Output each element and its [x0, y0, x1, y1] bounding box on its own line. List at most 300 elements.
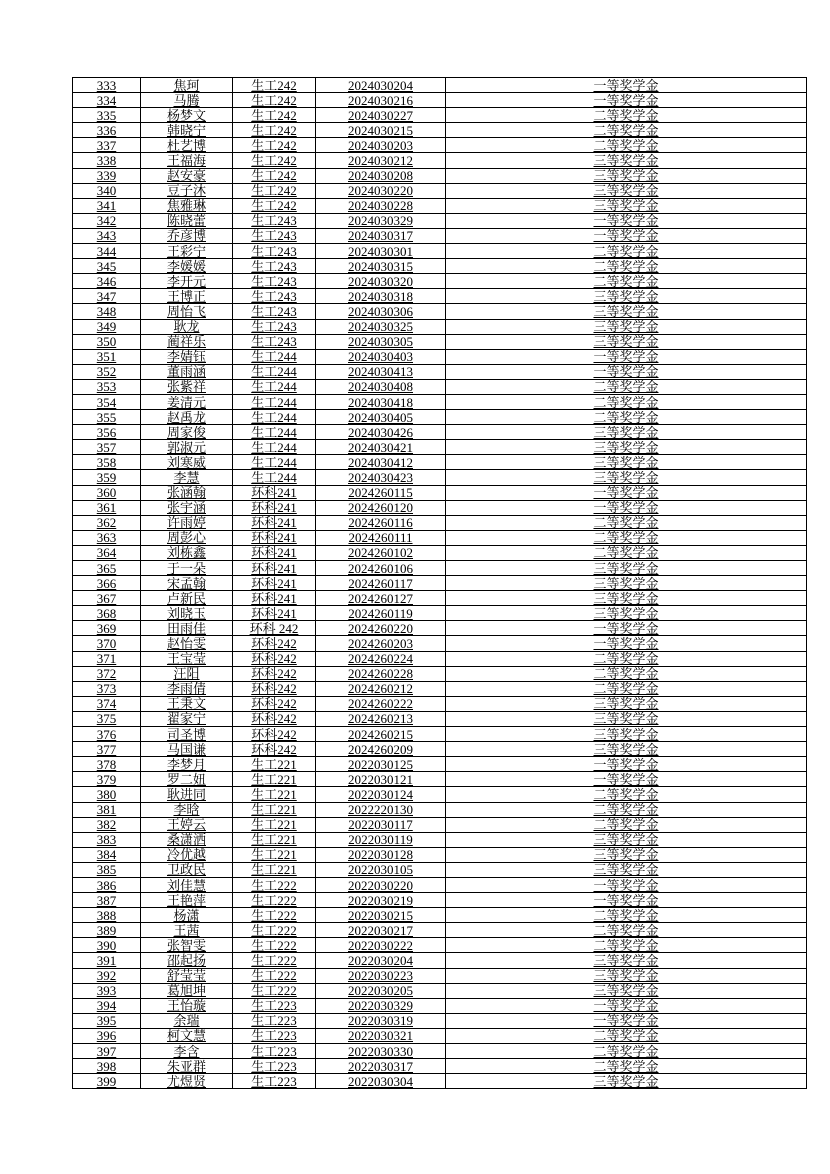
award-cell — [446, 93, 807, 108]
award-cell — [446, 742, 807, 757]
table-row — [73, 153, 807, 168]
award-cell — [446, 108, 807, 123]
student-name-text: 宋孟翰 — [166, 575, 206, 591]
award-cell — [446, 274, 807, 289]
table-row — [73, 1059, 807, 1074]
row-number-text: 337 — [96, 137, 117, 153]
student-id-text: 2024030329 — [348, 213, 413, 229]
table-row — [73, 666, 807, 681]
award-text: 一等奖学金 — [593, 756, 659, 772]
student-name-text: 李媛媛 — [166, 258, 206, 274]
class-cell — [233, 470, 316, 485]
row-number-text: 336 — [96, 122, 117, 138]
row-number-text: 349 — [96, 319, 117, 335]
student-name-text: 赵怡雯 — [166, 636, 206, 652]
student-id-text: 2022030121 — [348, 771, 413, 787]
award-text: 一等奖学金 — [593, 500, 659, 516]
student-id-text: 2022030220 — [348, 877, 413, 893]
class-cell — [233, 757, 316, 772]
student-id-text: 2024030421 — [348, 439, 413, 455]
student-name-cell — [141, 500, 233, 515]
class-text: 生工243 — [251, 334, 297, 350]
award-text: 三等奖学金 — [593, 560, 659, 576]
student-id-cell — [316, 606, 446, 621]
student-id-text: 2022030319 — [348, 1013, 413, 1029]
award-text: 二等奖学金 — [593, 379, 659, 395]
student-id-cell — [316, 877, 446, 892]
student-name-text: 耿龙 — [173, 319, 200, 335]
student-id-cell — [316, 440, 446, 455]
award-cell — [446, 410, 807, 425]
class-text: 生工222 — [251, 937, 297, 953]
student-name-text: 刘佳慧 — [166, 877, 206, 893]
student-id-text: 2024030227 — [348, 107, 413, 123]
class-cell — [233, 138, 316, 153]
class-text: 生工242 — [251, 77, 297, 93]
class-text: 生工221 — [251, 756, 297, 772]
table-row — [73, 817, 807, 832]
table-row — [73, 877, 807, 892]
table-row — [73, 259, 807, 274]
row-number-cell — [73, 304, 141, 319]
table-row — [73, 485, 807, 500]
row-number-cell — [73, 666, 141, 681]
student-id-cell — [316, 425, 446, 440]
award-text: 三等奖学金 — [593, 968, 659, 984]
student-id-cell — [316, 817, 446, 832]
class-text: 生工221 — [251, 832, 297, 848]
award-text: 三等奖学金 — [593, 952, 659, 968]
class-text: 生工223 — [251, 1013, 297, 1029]
class-text: 生工244 — [251, 379, 297, 395]
student-name-text: 陈晓蕾 — [166, 213, 206, 229]
student-name-text: 许雨婷 — [166, 515, 206, 531]
class-cell — [233, 78, 316, 93]
class-text: 环科241 — [251, 485, 297, 501]
row-number-cell — [73, 379, 141, 394]
row-number-text: 361 — [96, 500, 117, 516]
class-text: 环科242 — [251, 741, 297, 757]
row-number-text: 348 — [96, 303, 117, 319]
row-number-cell — [73, 228, 141, 243]
student-name-text: 尤煜贤 — [166, 1073, 206, 1089]
student-name-cell — [141, 410, 233, 425]
class-cell — [233, 485, 316, 500]
class-cell — [233, 228, 316, 243]
student-name-text: 王宝莹 — [166, 651, 206, 667]
class-cell — [233, 727, 316, 742]
table-row — [73, 108, 807, 123]
student-name-cell — [141, 1028, 233, 1043]
class-cell — [233, 1028, 316, 1043]
student-id-text: 2024030306 — [348, 303, 413, 319]
student-name-text: 豆子沐 — [166, 183, 206, 199]
student-name-cell — [141, 228, 233, 243]
student-name-cell — [141, 78, 233, 93]
student-id-cell — [316, 727, 446, 742]
student-id-cell — [316, 636, 446, 651]
award-cell — [446, 953, 807, 968]
row-number-cell — [73, 319, 141, 334]
row-number-cell — [73, 168, 141, 183]
table-row — [73, 711, 807, 726]
class-cell — [233, 93, 316, 108]
student-name-text: 耿进同 — [166, 786, 206, 802]
row-number-text: 333 — [96, 77, 117, 93]
table-row — [73, 394, 807, 409]
award-cell — [446, 153, 807, 168]
table-row — [73, 576, 807, 591]
scholarship-table — [72, 77, 807, 1089]
award-cell — [446, 636, 807, 651]
row-number-cell — [73, 440, 141, 455]
award-text: 二等奖学金 — [593, 651, 659, 667]
row-number-text: 389 — [96, 922, 117, 938]
row-number-text: 385 — [96, 862, 117, 878]
class-cell — [233, 410, 316, 425]
student-name-text: 韩晓宁 — [166, 122, 206, 138]
student-name-cell — [141, 1059, 233, 1074]
award-text: 三等奖学金 — [593, 168, 659, 184]
class-cell — [233, 621, 316, 636]
student-id-text: 2022030222 — [348, 937, 413, 953]
student-id-text: 2024030315 — [348, 258, 413, 274]
student-id-cell — [316, 470, 446, 485]
student-name-text: 焦珂 — [173, 77, 200, 93]
class-text: 生工222 — [251, 968, 297, 984]
student-id-text: 2022030223 — [348, 968, 413, 984]
row-number-text: 350 — [96, 334, 117, 350]
student-name-cell — [141, 364, 233, 379]
class-text: 环科242 — [251, 681, 297, 697]
student-name-text: 焦雅琳 — [166, 198, 206, 214]
student-name-text: 王福海 — [166, 153, 206, 169]
class-text: 生工244 — [251, 439, 297, 455]
award-text: 二等奖学金 — [593, 137, 659, 153]
row-number-text: 352 — [96, 364, 117, 380]
row-number-cell — [73, 274, 141, 289]
student-name-cell — [141, 545, 233, 560]
table-row — [73, 938, 807, 953]
student-id-cell — [316, 213, 446, 228]
row-number-cell — [73, 545, 141, 560]
table-row — [73, 787, 807, 802]
student-id-text: 2024260120 — [348, 500, 413, 516]
student-name-text: 刘栋鑫 — [166, 545, 206, 561]
student-name-cell — [141, 289, 233, 304]
row-number-cell — [73, 244, 141, 259]
class-cell — [233, 681, 316, 696]
row-number-text: 387 — [96, 892, 117, 908]
table-row — [73, 1028, 807, 1043]
student-id-cell — [316, 259, 446, 274]
table-row — [73, 545, 807, 560]
class-text: 环科241 — [251, 515, 297, 531]
row-number-text: 390 — [96, 937, 117, 953]
row-number-cell — [73, 153, 141, 168]
row-number-cell — [73, 893, 141, 908]
row-number-text: 365 — [96, 560, 117, 576]
student-id-cell — [316, 938, 446, 953]
student-id-text: 2024260224 — [348, 651, 413, 667]
award-text: 三等奖学金 — [593, 726, 659, 742]
student-name-text: 邵起扬 — [166, 952, 206, 968]
row-number-text: 354 — [96, 394, 117, 410]
award-cell — [446, 938, 807, 953]
class-text: 生工221 — [251, 786, 297, 802]
award-text: 三等奖学金 — [593, 832, 659, 848]
student-name-cell — [141, 394, 233, 409]
student-id-text: 2024030301 — [348, 243, 413, 259]
row-number-text: 395 — [96, 1013, 117, 1029]
student-id-cell — [316, 123, 446, 138]
class-text: 环科241 — [251, 545, 297, 561]
award-text: 三等奖学金 — [593, 288, 659, 304]
class-text: 环科242 — [251, 726, 297, 742]
student-id-cell — [316, 530, 446, 545]
student-id-cell — [316, 379, 446, 394]
class-cell — [233, 545, 316, 560]
student-id-text: 2024260127 — [348, 590, 413, 606]
class-cell — [233, 953, 316, 968]
table-row — [73, 1044, 807, 1059]
student-name-cell — [141, 666, 233, 681]
row-number-text: 372 — [96, 666, 117, 682]
class-text: 生工244 — [251, 394, 297, 410]
student-id-text: 2024260111 — [348, 530, 413, 546]
row-number-text: 357 — [96, 439, 117, 455]
student-name-cell — [141, 847, 233, 862]
class-text: 生工223 — [251, 998, 297, 1014]
student-name-cell — [141, 530, 233, 545]
student-name-text: 王茜 — [173, 922, 200, 938]
award-text: 三等奖学金 — [593, 575, 659, 591]
class-text: 环科241 — [251, 500, 297, 516]
student-id-text: 2022030304 — [348, 1073, 413, 1089]
row-number-text: 359 — [96, 469, 117, 485]
class-cell — [233, 364, 316, 379]
table-row — [73, 470, 807, 485]
award-cell — [446, 832, 807, 847]
class-cell — [233, 606, 316, 621]
award-text: 三等奖学金 — [593, 862, 659, 878]
award-text: 三等奖学金 — [593, 469, 659, 485]
student-id-cell — [316, 500, 446, 515]
row-number-text: 339 — [96, 168, 117, 184]
row-number-text: 377 — [96, 741, 117, 757]
student-name-text: 舒莹莹 — [166, 968, 206, 984]
award-text: 二等奖学金 — [593, 681, 659, 697]
row-number-cell — [73, 425, 141, 440]
table-row — [73, 621, 807, 636]
student-name-text: 王彩宁 — [166, 243, 206, 259]
student-id-cell — [316, 576, 446, 591]
student-id-text: 2024030220 — [348, 183, 413, 199]
student-name-text: 张紫祥 — [166, 379, 206, 395]
student-id-cell — [316, 968, 446, 983]
row-number-cell — [73, 259, 141, 274]
table-row — [73, 908, 807, 923]
student-id-text: 2024030215 — [348, 122, 413, 138]
award-cell — [446, 908, 807, 923]
student-name-text: 马国谦 — [166, 741, 206, 757]
student-name-cell — [141, 1013, 233, 1028]
student-id-cell — [316, 591, 446, 606]
class-cell — [233, 440, 316, 455]
student-name-text: 郭淑元 — [166, 439, 206, 455]
award-text: 二等奖学金 — [593, 273, 659, 289]
award-cell — [446, 259, 807, 274]
student-id-text: 2024260115 — [348, 485, 413, 501]
student-id-text: 2022030219 — [348, 892, 413, 908]
row-number-cell — [73, 772, 141, 787]
student-id-cell — [316, 742, 446, 757]
student-name-text: 李梦月 — [166, 756, 206, 772]
student-id-cell — [316, 1074, 446, 1089]
award-cell — [446, 893, 807, 908]
table-row — [73, 319, 807, 334]
student-id-text: 2024260209 — [348, 741, 413, 757]
student-name-cell — [141, 757, 233, 772]
student-name-text: 刘寒威 — [166, 454, 206, 470]
table-row — [73, 742, 807, 757]
row-number-cell — [73, 213, 141, 228]
award-text: 二等奖学金 — [593, 515, 659, 531]
class-text: 生工242 — [251, 168, 297, 184]
row-number-text: 380 — [96, 786, 117, 802]
award-text: 二等奖学金 — [593, 922, 659, 938]
award-cell — [446, 681, 807, 696]
award-cell — [446, 998, 807, 1013]
student-name-cell — [141, 213, 233, 228]
student-name-text: 李开元 — [166, 273, 206, 289]
class-text: 生工223 — [251, 1073, 297, 1089]
student-id-cell — [316, 998, 446, 1013]
student-id-cell — [316, 410, 446, 425]
class-text: 生工223 — [251, 1058, 297, 1074]
table-row — [73, 289, 807, 304]
student-id-text: 2022030128 — [348, 847, 413, 863]
student-id-cell — [316, 319, 446, 334]
student-id-text: 2024260213 — [348, 711, 413, 727]
award-cell — [446, 877, 807, 892]
award-text: 一等奖学金 — [593, 228, 659, 244]
student-id-cell — [316, 893, 446, 908]
award-cell — [446, 500, 807, 515]
student-name-text: 柯文慧 — [166, 1028, 206, 1044]
award-cell — [446, 1013, 807, 1028]
table-row — [73, 983, 807, 998]
class-text: 生工244 — [251, 349, 297, 365]
award-cell — [446, 1059, 807, 1074]
row-number-text: 367 — [96, 590, 117, 606]
student-name-cell — [141, 968, 233, 983]
student-name-cell — [141, 561, 233, 576]
class-cell — [233, 1013, 316, 1028]
row-number-text: 376 — [96, 726, 117, 742]
table-row — [73, 93, 807, 108]
award-text: 一等奖学金 — [593, 877, 659, 893]
student-id-cell — [316, 666, 446, 681]
row-number-text: 375 — [96, 711, 117, 727]
student-name-cell — [141, 908, 233, 923]
table-row — [73, 998, 807, 1013]
row-number-cell — [73, 621, 141, 636]
class-text: 生工222 — [251, 892, 297, 908]
award-text: 二等奖学金 — [593, 1058, 659, 1074]
student-name-text: 李婧钰 — [166, 349, 206, 365]
student-name-text: 卫政民 — [166, 862, 206, 878]
row-number-text: 345 — [96, 258, 117, 274]
row-number-cell — [73, 394, 141, 409]
class-cell — [233, 938, 316, 953]
row-number-text: 369 — [96, 620, 117, 636]
class-cell — [233, 289, 316, 304]
student-name-cell — [141, 727, 233, 742]
table-row — [73, 334, 807, 349]
row-number-cell — [73, 123, 141, 138]
award-text: 二等奖学金 — [593, 802, 659, 818]
student-id-cell — [316, 364, 446, 379]
student-id-text: 2024260222 — [348, 696, 413, 712]
student-id-cell — [316, 108, 446, 123]
student-name-cell — [141, 485, 233, 500]
award-cell — [446, 138, 807, 153]
table-row — [73, 606, 807, 621]
row-number-text: 383 — [96, 832, 117, 848]
award-text: 三等奖学金 — [593, 847, 659, 863]
class-cell — [233, 515, 316, 530]
table-row — [73, 304, 807, 319]
row-number-cell — [73, 681, 141, 696]
student-name-cell — [141, 998, 233, 1013]
award-text: 二等奖学金 — [593, 937, 659, 953]
student-name-cell — [141, 198, 233, 213]
student-name-text: 董雨涵 — [166, 364, 206, 380]
class-cell — [233, 108, 316, 123]
row-number-cell — [73, 711, 141, 726]
student-name-text: 王艳萍 — [166, 892, 206, 908]
award-cell — [446, 711, 807, 726]
table-row — [73, 228, 807, 243]
student-name-cell — [141, 787, 233, 802]
student-id-text: 2022030124 — [348, 786, 413, 802]
student-id-cell — [316, 334, 446, 349]
student-name-text: 朱亚群 — [166, 1058, 206, 1074]
award-cell — [446, 923, 807, 938]
student-name-text: 卢新民 — [166, 590, 206, 606]
student-name-cell — [141, 123, 233, 138]
student-name-text: 余瑞 — [173, 1013, 200, 1029]
award-text: 三等奖学金 — [593, 590, 659, 606]
row-number-text: 366 — [96, 575, 117, 591]
student-id-text: 2022220130 — [348, 802, 413, 818]
class-text: 生工221 — [251, 862, 297, 878]
student-name-text: 罗二妞 — [166, 771, 206, 787]
row-number-text: 396 — [96, 1028, 117, 1044]
student-id-cell — [316, 244, 446, 259]
student-name-text: 蔺祥乐 — [166, 334, 206, 350]
class-cell — [233, 1059, 316, 1074]
class-text: 生工223 — [251, 1043, 297, 1059]
table-row — [73, 1074, 807, 1089]
row-number-cell — [73, 862, 141, 877]
student-id-cell — [316, 289, 446, 304]
class-cell — [233, 123, 316, 138]
award-cell — [446, 78, 807, 93]
award-text: 二等奖学金 — [593, 107, 659, 123]
award-text: 一等奖学金 — [593, 213, 659, 229]
